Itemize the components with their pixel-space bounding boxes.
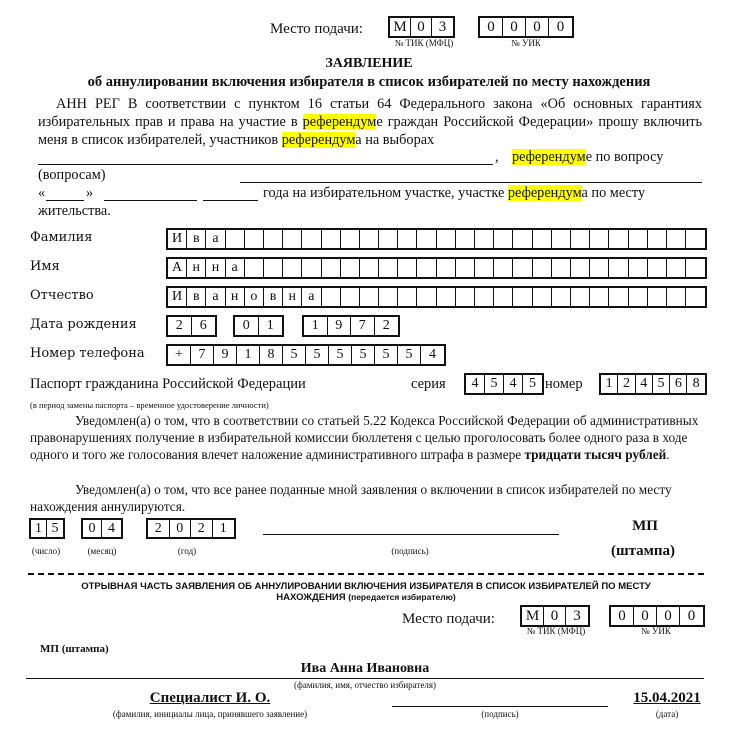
char-cell[interactable] xyxy=(341,230,360,248)
char-cell[interactable]: 2 xyxy=(191,520,213,537)
char-cell[interactable]: 1 xyxy=(601,375,618,393)
tear-off-title-note: (передается избирателю) xyxy=(348,592,456,602)
char-cell[interactable] xyxy=(629,230,648,248)
char-cell[interactable] xyxy=(379,259,398,277)
tear-off-tik-caption: № ТИК (МФЦ) xyxy=(526,626,586,636)
char-cell[interactable] xyxy=(513,259,532,277)
char-cell[interactable] xyxy=(398,230,417,248)
statement-text: АНН РЕГ В соответствии с пунктом 16 статьи 64 Федерального закона «Об основных гарантиях избирательных прав и права на участие в xyxy=(38,96,702,130)
signature-caption: (подпись) xyxy=(391,546,429,556)
char-cell[interactable]: 5 xyxy=(352,346,375,364)
char-cell[interactable] xyxy=(322,259,341,277)
document-subtitle: об аннулировании включения избирателя в список избирателей по месту нахождения xyxy=(87,74,651,90)
char-cell[interactable]: 2 xyxy=(382,318,390,333)
char-cell[interactable] xyxy=(456,288,475,306)
char-cell[interactable] xyxy=(322,288,341,306)
char-cell[interactable] xyxy=(629,259,648,277)
char-cell[interactable]: 9 xyxy=(328,317,352,335)
char-cell[interactable] xyxy=(417,288,436,306)
voter-name-line xyxy=(26,678,704,679)
notice-paragraph-annul: Уведомлен(а) о том, что все ранее поданные мной заявления о включении в список избирателей по месту нахождения аннулируются. xyxy=(30,482,672,514)
month-caption: (месяц) xyxy=(87,546,117,556)
voter-full-name: Ива Анна Ивановна xyxy=(300,661,430,676)
char-cell[interactable]: 7 xyxy=(351,317,375,335)
polling-text: а по месту xyxy=(581,185,646,201)
series-label: серия xyxy=(411,376,446,392)
char-cell[interactable] xyxy=(245,230,264,248)
day-caption: (число) xyxy=(31,546,61,556)
char-cell[interactable] xyxy=(667,259,686,277)
date-open-quote: « xyxy=(38,185,46,201)
char-cell[interactable] xyxy=(494,288,513,306)
elections-blank-line[interactable] xyxy=(38,150,493,165)
char-cell[interactable] xyxy=(648,230,667,248)
char-cell[interactable]: М xyxy=(390,18,411,36)
passport-number-field[interactable] xyxy=(599,373,707,395)
char-cell[interactable]: а xyxy=(206,230,225,248)
tear-off-dashed-line xyxy=(28,573,704,575)
tear-off-uik-cells[interactable] xyxy=(609,605,705,627)
stamp-label: МП xyxy=(632,518,658,534)
char-cell[interactable]: 2 xyxy=(618,375,635,393)
questions-label: (вопросам) xyxy=(38,167,106,183)
char-cell[interactable] xyxy=(667,288,686,306)
patronymic-field[interactable] xyxy=(166,286,707,308)
tear-off-date: 15.04.2021 xyxy=(633,690,701,706)
official-name: Специалист И. О. xyxy=(149,690,271,706)
char-cell[interactable] xyxy=(398,288,417,306)
passport-note: (в период замены паспорта – временное удостоверение личности) xyxy=(30,400,269,410)
char-cell[interactable] xyxy=(322,230,341,248)
char-cell[interactable]: н xyxy=(283,288,302,306)
char-cell[interactable]: 4 xyxy=(108,520,115,536)
char-cell[interactable] xyxy=(609,230,628,248)
char-cell[interactable] xyxy=(590,230,609,248)
voter-name-caption: (фамилия, имя, отчество избирателя) xyxy=(294,680,436,690)
char-cell[interactable] xyxy=(533,230,552,248)
char-cell[interactable] xyxy=(686,259,705,277)
char-cell[interactable]: 0 xyxy=(544,607,566,625)
char-cell[interactable]: 5 xyxy=(51,520,59,536)
number-label: номер xyxy=(545,376,583,392)
name-label: Имя xyxy=(30,259,60,274)
char-cell[interactable]: 0 xyxy=(235,317,259,335)
statement-text: е граждан Российской Федерации» прошу включить меня в список избирателей, участников xyxy=(38,114,702,148)
line-separator: , xyxy=(495,149,499,165)
char-cell[interactable] xyxy=(264,230,283,248)
char-cell[interactable] xyxy=(302,230,321,248)
char-cell[interactable] xyxy=(264,259,283,277)
tik-caption: № ТИК (МФЦ) xyxy=(394,38,454,48)
char-cell[interactable]: 2 xyxy=(168,317,192,335)
line2-tail xyxy=(512,149,702,166)
char-cell[interactable] xyxy=(533,259,552,277)
char-cell[interactable]: 4 xyxy=(466,375,485,393)
char-cell[interactable]: 5 xyxy=(398,346,421,364)
char-cell[interactable]: н xyxy=(187,259,206,277)
char-cell[interactable]: 0 xyxy=(611,607,634,625)
char-cell[interactable]: 8 xyxy=(692,376,700,391)
char-cell[interactable] xyxy=(667,230,686,248)
fine-amount: тридцати тысяч рублей xyxy=(524,447,667,462)
highlight-referendum: референдум xyxy=(512,149,586,165)
char-cell[interactable] xyxy=(494,230,513,248)
passport-series-field[interactable] xyxy=(464,373,544,395)
char-cell[interactable] xyxy=(686,230,705,248)
char-cell[interactable] xyxy=(494,259,513,277)
surname-field[interactable] xyxy=(166,228,707,250)
char-cell[interactable]: 0 xyxy=(687,607,696,624)
passport-label: Паспорт гражданина Российской Федерации xyxy=(30,376,306,392)
birthdate-label: Дата рождения xyxy=(30,317,137,332)
birth-year-field[interactable] xyxy=(302,315,400,337)
tear-off-title xyxy=(28,581,704,603)
char-cell[interactable] xyxy=(360,288,379,306)
char-cell[interactable]: 0 xyxy=(634,607,657,625)
char-cell[interactable]: а xyxy=(302,288,321,306)
tear-off-place-label: Место подачи: xyxy=(402,611,495,627)
char-cell[interactable] xyxy=(456,259,475,277)
char-cell[interactable]: а xyxy=(206,288,225,306)
char-cell[interactable] xyxy=(475,288,494,306)
char-cell[interactable] xyxy=(552,259,571,277)
char-cell[interactable] xyxy=(609,259,628,277)
highlight-referendum: референдум xyxy=(302,114,377,130)
char-cell[interactable]: а xyxy=(226,259,245,277)
char-cell[interactable]: о xyxy=(245,288,264,306)
date-day-blank[interactable] xyxy=(46,186,84,201)
char-cell[interactable] xyxy=(552,288,571,306)
char-cell[interactable]: 1 xyxy=(219,520,227,536)
char-cell[interactable] xyxy=(283,230,302,248)
uik-caption: № УИК xyxy=(511,38,541,48)
char-cell[interactable] xyxy=(552,230,571,248)
char-cell[interactable]: 4 xyxy=(636,375,653,393)
char-cell[interactable] xyxy=(437,259,456,277)
sign-year-field[interactable] xyxy=(146,518,236,539)
char-cell[interactable]: 5 xyxy=(653,375,670,393)
phone-label: Номер телефона xyxy=(30,346,145,361)
polling-station-text xyxy=(263,185,702,202)
char-cell[interactable]: + xyxy=(168,346,191,364)
char-cell[interactable]: 0 xyxy=(411,18,432,36)
char-cell[interactable]: 5 xyxy=(306,346,329,364)
char-cell[interactable] xyxy=(571,230,590,248)
char-cell[interactable]: 1 xyxy=(31,520,47,537)
char-cell[interactable] xyxy=(590,288,609,306)
notice-text: Уведомлен(а) о том, что в соответствии со статьей 5.22 Кодекса Российской Федерации об административных правонарушениях получение в избирательной комиссии бюллетеня с целью проголосовать более одного раза в ходе одного и того же голосования влечет наложение административного штрафа в размере xyxy=(30,413,699,462)
char-cell[interactable]: 0 xyxy=(556,18,565,35)
char-cell[interactable] xyxy=(417,230,436,248)
char-cell[interactable] xyxy=(226,230,245,248)
sign-month-field[interactable] xyxy=(81,518,123,539)
residence-text: жительства. xyxy=(38,203,111,219)
char-cell[interactable] xyxy=(302,259,321,277)
uik-cells[interactable] xyxy=(478,16,574,38)
char-cell[interactable]: н xyxy=(226,288,245,306)
questions-blank-line[interactable] xyxy=(240,168,702,183)
statement-text: а на выборах xyxy=(355,132,435,148)
char-cell[interactable] xyxy=(379,230,398,248)
char-cell[interactable]: н xyxy=(206,259,225,277)
birth-day-field[interactable] xyxy=(166,315,217,337)
patronymic-label: Отчество xyxy=(30,288,94,303)
tear-off-title-text: НАХОЖДЕНИЯ xyxy=(276,592,346,603)
char-cell[interactable]: в xyxy=(187,230,206,248)
stamp-caption: (штампа) xyxy=(610,543,676,559)
name-field[interactable] xyxy=(166,257,707,279)
char-cell[interactable]: И xyxy=(168,230,187,248)
char-cell[interactable] xyxy=(283,259,302,277)
tear-off-tik-cells[interactable] xyxy=(520,605,590,627)
char-cell[interactable]: 4 xyxy=(504,375,523,393)
char-cell[interactable] xyxy=(648,259,667,277)
official-caption: (фамилия, инициалы лица, принявшего заявление) xyxy=(112,709,308,719)
char-cell[interactable]: И xyxy=(168,288,187,306)
birth-month-field[interactable] xyxy=(233,315,284,337)
char-cell[interactable] xyxy=(513,288,532,306)
statement-paragraph xyxy=(38,95,702,149)
char-cell[interactable]: 5 xyxy=(329,346,352,364)
char-cell[interactable]: 3 xyxy=(573,607,581,624)
char-cell[interactable]: 5 xyxy=(283,346,306,364)
char-cell[interactable] xyxy=(590,259,609,277)
date-month-blank[interactable] xyxy=(104,186,197,201)
char-cell[interactable] xyxy=(437,230,456,248)
char-cell[interactable]: 6 xyxy=(199,318,207,333)
char-cell[interactable] xyxy=(437,288,456,306)
char-cell[interactable] xyxy=(360,230,379,248)
char-cell[interactable]: 9 xyxy=(214,346,237,364)
tik-cells[interactable] xyxy=(388,16,455,38)
char-cell[interactable] xyxy=(245,259,264,277)
char-cell[interactable] xyxy=(417,259,436,277)
char-cell[interactable] xyxy=(629,288,648,306)
char-cell[interactable]: 6 xyxy=(670,375,687,393)
char-cell[interactable]: 0 xyxy=(657,607,680,625)
char-cell[interactable]: 4 xyxy=(429,347,436,362)
tear-off-signature-caption: (подпись) xyxy=(481,709,519,719)
char-cell[interactable] xyxy=(648,288,667,306)
notice-paragraph-fine xyxy=(30,412,710,463)
char-cell[interactable] xyxy=(379,288,398,306)
char-cell[interactable]: 0 xyxy=(83,520,102,537)
question-text: е по вопросу xyxy=(585,149,664,165)
char-cell[interactable]: 5 xyxy=(375,346,398,364)
char-cell[interactable] xyxy=(456,230,475,248)
highlight-referendum: референдум xyxy=(507,185,582,201)
char-cell[interactable]: в xyxy=(187,288,206,306)
tear-off-signature-line[interactable] xyxy=(392,692,608,707)
char-cell[interactable] xyxy=(571,288,590,306)
phone-field[interactable] xyxy=(166,344,446,366)
date-close-quote: » xyxy=(86,185,94,201)
tear-off-stamp: МП (штампа) xyxy=(40,643,109,655)
char-cell[interactable] xyxy=(341,288,360,306)
char-cell[interactable]: 1 xyxy=(237,346,260,364)
char-cell[interactable]: в xyxy=(264,288,283,306)
char-cell[interactable] xyxy=(609,288,628,306)
char-cell[interactable]: 0 xyxy=(526,18,549,36)
char-cell[interactable]: 1 xyxy=(266,318,274,333)
char-cell[interactable]: М xyxy=(522,607,544,625)
tear-off-title-text: ОТРЫВНАЯ ЧАСТЬ ЗАЯВЛЕНИЯ ОБ АННУЛИРОВАНИИ ВКЛЮЧЕНИЯ ИЗБИРАТЕЛЯ В СПИСОК ИЗБИРАТЕЛЕЙ ПО МЕСТУ xyxy=(81,581,651,592)
char-cell[interactable]: 0 xyxy=(480,18,503,36)
char-cell[interactable]: 8 xyxy=(260,346,283,364)
highlight-referendum: референдум xyxy=(281,132,356,148)
char-cell[interactable]: 0 xyxy=(503,18,526,36)
surname-label: Фамилия xyxy=(30,230,93,245)
char-cell[interactable] xyxy=(686,288,705,306)
char-cell[interactable] xyxy=(398,259,417,277)
char-cell[interactable]: А xyxy=(168,259,187,277)
signature-line[interactable] xyxy=(263,520,559,535)
year-caption: (год) xyxy=(177,546,197,556)
sign-day-field[interactable] xyxy=(29,518,65,539)
char-cell[interactable] xyxy=(571,259,590,277)
char-cell[interactable]: 7 xyxy=(191,346,214,364)
char-cell[interactable]: 3 xyxy=(438,18,447,35)
char-cell[interactable] xyxy=(533,288,552,306)
date-year-blank[interactable] xyxy=(203,186,258,201)
char-cell[interactable] xyxy=(360,259,379,277)
char-cell[interactable]: 1 xyxy=(304,317,328,335)
tear-off-date-caption: (дата) xyxy=(655,709,679,719)
place-label: Место подачи: xyxy=(270,21,363,37)
char-cell[interactable]: 0 xyxy=(170,520,192,537)
referendum-line2 xyxy=(512,149,663,166)
char-cell[interactable]: 2 xyxy=(148,520,170,537)
char-cell[interactable] xyxy=(341,259,360,277)
char-cell[interactable] xyxy=(475,259,494,277)
tear-off-uik-caption: № УИК xyxy=(641,626,671,636)
char-cell[interactable]: 5 xyxy=(529,376,536,391)
char-cell[interactable]: 5 xyxy=(485,375,504,393)
char-cell[interactable] xyxy=(513,230,532,248)
char-cell[interactable] xyxy=(475,230,494,248)
notice-text: . xyxy=(666,447,670,462)
polling-text: года на избирательном участке, участке xyxy=(263,185,508,201)
document-title: ЗАЯВЛЕНИЕ xyxy=(325,56,413,71)
